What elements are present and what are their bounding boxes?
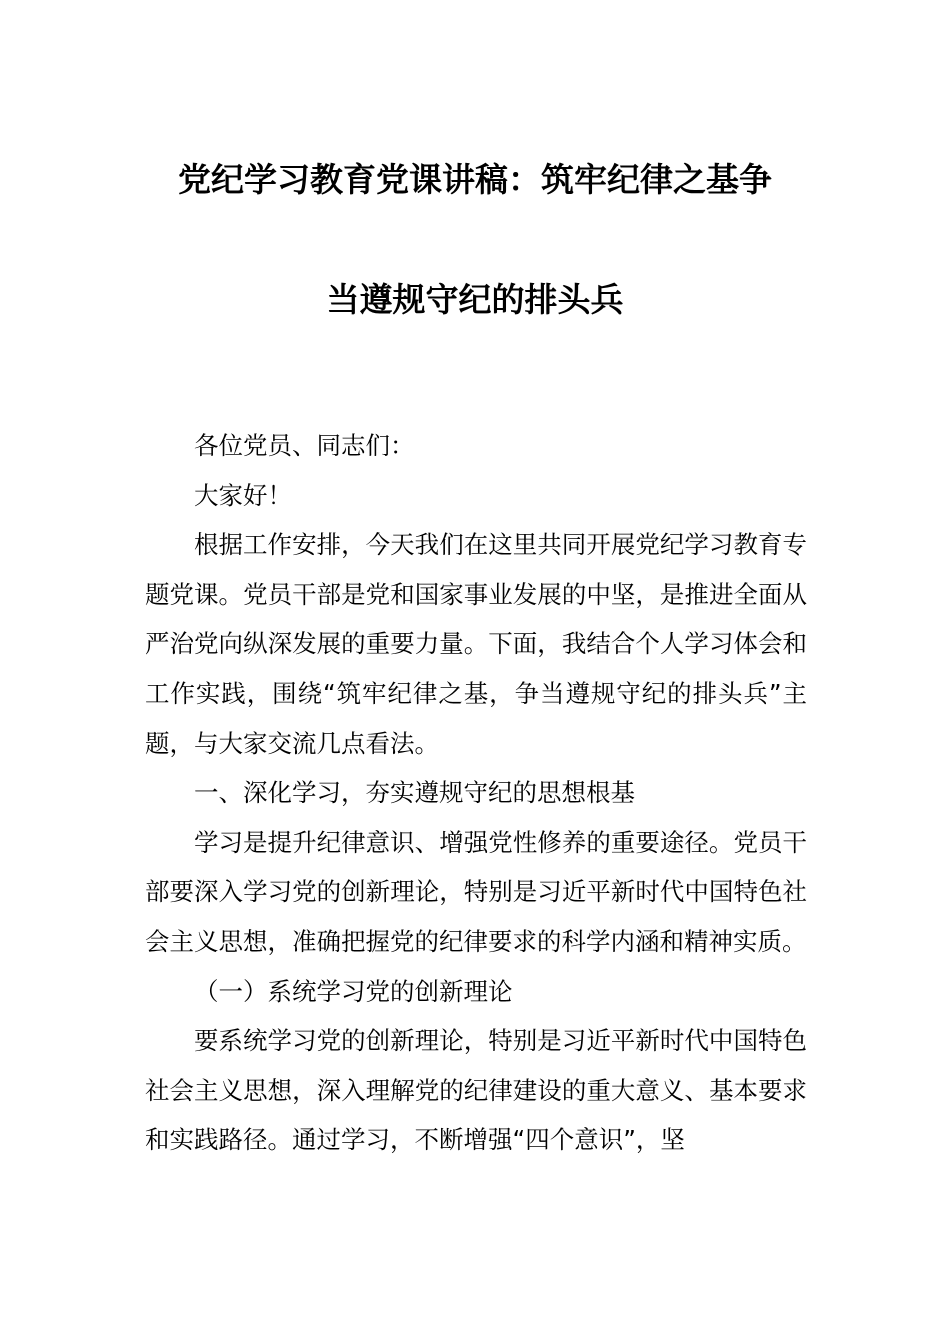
document-title-line-2: 当遵规守纪的排头兵 bbox=[326, 280, 624, 319]
intro-paragraph: 根据工作安排，今天我们在这里共同开展党纪学习教育专题党课。党员干部是党和国家事业发展的中坚，是推进全面从严治党向纵深发展的重要力量。下面，我结合个人学习体会和工作实践，围绕“筑牢纪律之基，争当遵规守纪的排头兵”主题，与大家交流几点看法。 bbox=[145, 530, 807, 758]
section-heading-1: 一、深化学习，夯实遵规守纪的思想根基 bbox=[194, 778, 635, 808]
document-body bbox=[145, 421, 807, 1165]
document-title-line-1: 党纪学习教育党课讲稿：筑牢纪律之基争 bbox=[178, 160, 772, 199]
salutation: 各位党员、同志们： bbox=[194, 431, 415, 460]
section-1-paragraph: 学习是提升纪律意识、增强党性修养的重要途径。党员干部要深入学习党的创新理论，特别是习近平新时代中国特色社会主义思想，准确把握党的纪律要求的科学内涵和精神实质。 bbox=[145, 827, 807, 956]
subsection-1-paragraph: 要系统学习党的创新理论，特别是习近平新时代中国特色社会主义思想，深入理解党的纪律建设的重大意义、基本要求和实践路径。通过学习，不断增强“四个意识”，坚 bbox=[145, 1026, 807, 1155]
subsection-heading-1: （一）系统学习党的创新理论 bbox=[194, 976, 513, 1006]
greeting: 大家好！ bbox=[194, 480, 292, 510]
